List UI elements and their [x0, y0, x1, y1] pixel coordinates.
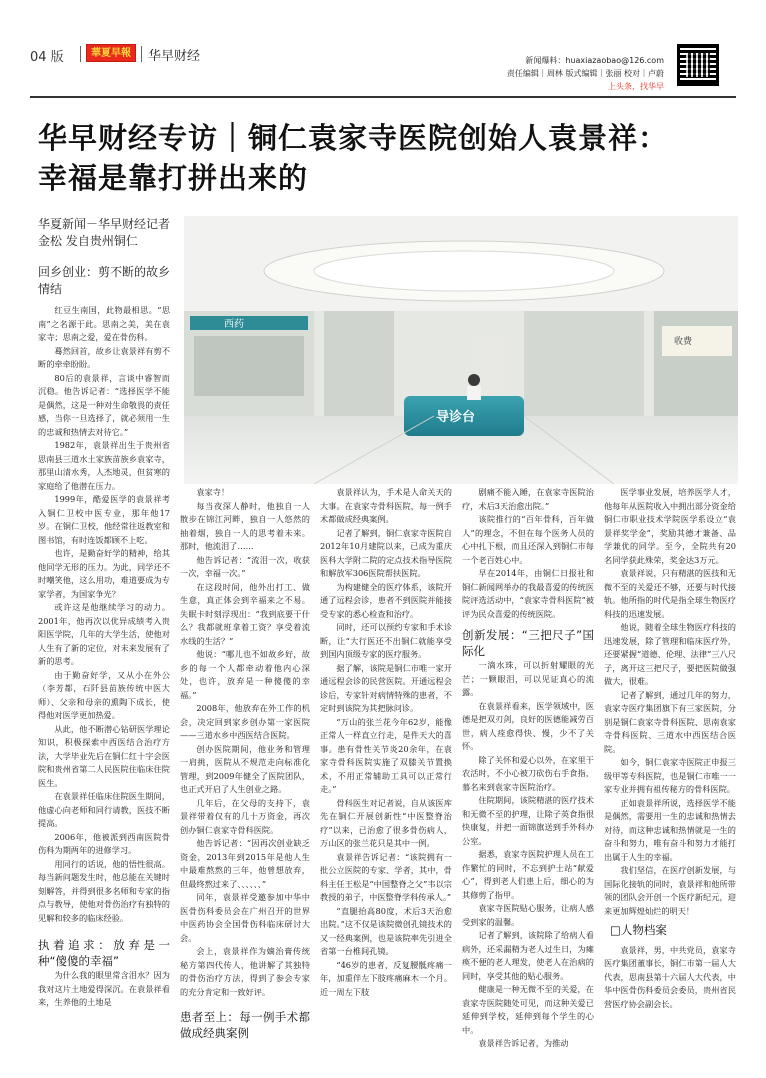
paragraph: 剧痛不能入睡，在袁家寺医院治疗，术后3天治愈出院。”: [462, 487, 594, 511]
column-5-paragraphs: [604, 486, 736, 918]
paragraph: 住院期间，该院精湛的医疗技术和无微不至的护理，让除子英食指很快康复，并把一面锦旗送到手外科办公室。: [462, 795, 594, 846]
hospital-lobby-photo: [184, 216, 738, 484]
profile-title: □人物档案: [610, 923, 667, 937]
paragraph: 除了关怀和爱心以外，在家里干农活时，不小心被刀砍伤右手食指，慕名来到袁家寺医院治疗。: [462, 754, 594, 792]
header-divider: [30, 96, 736, 98]
paragraph: 健康是一种无微不至的关爱，在袁家寺医院随处可见，而这种关爱已延伸到学校，延伸到每个学生的心中。: [462, 984, 594, 1035]
paragraph: 几年后，在父母的支持下，袁景祥带着仅有的几十万资金，再次创办铜仁袁家寺骨科医院。: [180, 797, 310, 835]
paragraph: 同时，还可以预约专家和手术诊断，让“大行医还不出铜仁就能享受到国内顶级专家的医疗服务。: [320, 622, 452, 659]
paragraph: 他告诉记者：“流泪一次，收获一次，幸福一次。”: [180, 554, 310, 578]
column-5: [604, 486, 736, 1076]
paragraph: 袁景祥告诉记者：“该院拥有一批公立医院的专家、学者，其中，骨科主任王松是“中国整脊之父”韦以宗教授的弟子，中医整脊学科传承人。”: [320, 851, 452, 902]
profile-text: 袁景祥，男，中共党员，袁家寺医疗集团董事长，铜仁市第一届人大代表，思南县第十六届人大代表，中华中医骨伤科委员会委员，贵州省民营医疗协会副会长。: [604, 944, 736, 1009]
paragraph: 早在2014年，由铜仁日报社和铜仁新闻网举办的我最喜爱的传统医院评选活动中，“袁家寺骨科医院”被评为民众喜爱的传统医院。: [462, 568, 594, 619]
paragraph: 他说：“哪儿也不如故乡好，故乡的每一个人都牵动着他内心深处，也许，放弃是一种傻傻的幸福。”: [180, 649, 310, 700]
column-1: [38, 304, 170, 1074]
paragraph: “直腿抬高80度，术后3天治愈出院。”这不仅是该院微创孔镜技术的又一经典案例，也是该院率先引进全省第一台椎间孔镜。: [320, 905, 452, 956]
masthead: [0, 0, 766, 98]
paragraph: 他告诉记者：“因再次创业缺乏资金，2013年到2015年是他人生中最难熬熬的三年，他曾想放弃，但最终熬过来了、、、、、、”: [180, 838, 310, 889]
column-2-paragraphs: [180, 486, 310, 999]
paragraph: 创办医院期间，他业务和管理一肩挑，医院从不规范走向标准化管理，到2009年健全了医院团队，也正式开启了人生创业之路。: [180, 743, 310, 794]
paragraph: 2008年，他放弃在外工作的机会，决定回到家乡创办第一家医院——三道水乡中西医结合医院。: [180, 703, 310, 740]
page-number: 04 版: [30, 50, 64, 65]
paragraph: 袁家寺！: [196, 487, 230, 497]
column-1-paragraphs: [38, 304, 170, 925]
paragraph: 据了解，该院是铜仁市唯一家开通远程会诊的民营医院。开通远程会诊后，专家针对病情特殊的患者，不定时到该院为其把脉问诊。: [320, 662, 452, 713]
headline-line2: 幸福是靠打拼出来的: [38, 161, 309, 195]
paragraph: 为什么我的眼里常含泪水？因为我对这片土地爱得深沉。在袁景祥看来，生养他的土地是: [38, 970, 170, 1007]
qr-code-icon: [677, 44, 719, 86]
paragraph: 据悉，袁家寺医院护理人员在工作繁忙的同时，不忘到护士站“献爱心”，得到老人们患上后，细心的为其修剪了指甲。: [462, 849, 594, 900]
subhead-pursuit: 执着追求：放弃是一种“傻傻的幸福”: [38, 938, 170, 968]
paragraph: 我们坚信，在医疗创新发展，与国际化接轨的同时，袁景祥和他所带领的团队会开创一个医疗新纪元，迎来更加辉煌灿烂的明天！: [604, 865, 736, 916]
column-4: [462, 486, 594, 1076]
paragraph: 在袁景祥看来，医学领域中，医德是把双刃剑，良好的医德能减劳百世，病人痊愈得快、慢，少不了关怀。: [462, 700, 594, 751]
paragraph: 记者了解到，该院除了给病人看病外，还采漏精为老人过生日，为瘫痪不便的老人理发，使老人在治病的同时，享受其他的贴心服务。: [462, 930, 594, 981]
paragraph: 医学事业发展，培养医学人才，他每年从医院收入中拥出部分资金给铜仁市职业技术学院医学系设立“袁景祥奖学金”，奖励其德才兼备、品学兼优的同学。至今，全院共有20名同学获此殊荣，奖金达3万元。: [604, 487, 736, 565]
column-4-paragraphs: [462, 486, 594, 621]
paragraph: 用同行的话说，他的悟性很高。每当新问题发生时，他总能在关键时刻解答，并得到很多名师和专家的指点与教导，使他对骨伤治疗有独特的见解和较多的临床经验。: [38, 858, 170, 923]
paragraph: 为构建健全的医疗体系，该院开通了远程会诊，患者不到医院并能接受专家的悉心检查和治疗。: [320, 581, 452, 619]
paragraph: “46岁的患者，反复腰骶疼痛一年，加重伴左下肢疼痛麻木一个月。近一周左下肢: [320, 959, 452, 997]
reception-sign: 导诊台: [436, 410, 476, 425]
paragraph: 也许，是勤奋好学的精神，给其他同学无形的压力。为此，同学还不时嘲笑他，这么用功，难道要成为专家学者，为国家争光？: [38, 548, 170, 599]
slogan-line: 上头条，找华早: [608, 82, 664, 91]
paragraph: 2006年，他被派到西南医院骨伤科为期两年的进修学习。: [38, 831, 170, 855]
paragraph: 80后的袁景祥，言谈中睿智而沉稳。他告诉记者：“选择医学不能是偶然，这是一种对生命敬畏的责任感，当你一旦选择了，就必须用一生的忠诚和热情去对待它。”: [38, 372, 170, 437]
paragraph: 由于勤奋好学，又从小在外公（李芳都，石阡县苗族传统中医大师）、父亲和母亲的熏陶下成长，使得他对医学更加热爱。: [38, 669, 170, 720]
paragraph: 正如袁景祥所说，选择医学不能是偶然，需要用一生的忠诚和热情去对待，而这种忠诚和热情就是一生的奋斗和努力，唯有奋斗和努力才能打出属于人生的幸福。: [604, 797, 736, 862]
paragraph: 记者了解到，铜仁袁家寺医院自2012年10月建院以来，已成为重庆医科大学附二院的定点技术指导医院和解放军306医院帮扶医院。: [320, 527, 452, 578]
subhead-innovation: 创新发展：“三把尺子”国际化: [462, 628, 594, 658]
paragraph: 该院推行的“百年骨科，百年做人”的理念，不但在每个医务人员的心中扎下根，而且还深入到铜仁市每一个老百姓心中。: [462, 514, 594, 565]
paragraph: 在袁景祥任临床住院医生期间，他虚心向老师和同行请教，医技不断提高。: [38, 791, 170, 828]
paragraph: 或许这是他继续学习的动力。2001年，他再次以优异成绩考入贵阳医学院，几年的大学生活，使他对人生有了新的定位，对未来发展有了新的思考。: [38, 602, 170, 666]
paragraph: 袁家寺医院贴心服务，让病人感受到家的温馨。: [462, 903, 594, 927]
column-2: [180, 486, 310, 1076]
headline-line1: 华早财经专访｜铜仁袁家寺医院创始人袁景祥：: [38, 121, 669, 155]
newspaper-logo: 華夏早報: [86, 44, 136, 62]
paragraph: 袁景祥认为，手术是人命关天的大事。在袁家寺骨科医院，每一例手术都做成经典案例。: [320, 487, 452, 524]
editor-line: 责任编辑｜周林 版式编辑｜张丽 校对｜卢蔚: [506, 69, 664, 78]
paragraph: 每当夜深人静时，他独自一人散步在锦江河畔，独自一人悠然的抽着烟，独自一人的思考着未来。那时，他流泪了……: [180, 500, 310, 551]
headline: [38, 118, 738, 198]
pharmacy-sign: 西药: [224, 319, 244, 330]
paragraph: 如今，铜仁袁家寺医院正申报三级甲等专科医院，也是铜仁市唯一一家专业并拥有祖传秘方的骨科医院。: [604, 757, 736, 794]
paragraph: 在这段时间，他外出打工、做生意，真正体会到辛福来之不易。失眠卡时刻浮现出：“我到底要干什么？我都就班拿着工资？享受着流水线的生活？”: [180, 581, 310, 646]
paragraph: 记者了解到，通过几年的努力，袁家寺医疗集团旗下有三家医院，分别是铜仁袁家寺骨科医院、思南袁家寺骨科医院、三道水中西医结合医院。: [604, 689, 736, 754]
paragraph: 同年，袁景祥受邀参加中华中医骨伤科委员会在广州召开的世界中医药协会全国骨伤科临床研讨大会。: [180, 892, 310, 943]
lobby-illustration: [184, 216, 738, 484]
paragraph: 1999年，酷爱医学的袁景祥考入铜仁卫校中医专业，那年他17岁。在铜仁卫校，他经常往返教室和图书馆，有时连饭都顾不上吃。: [38, 494, 170, 545]
subhead-patients-first: 患者至上：每一例手术都做成经典案例: [180, 1010, 310, 1040]
section-name: 华早财经: [148, 49, 201, 64]
byline: 华夏新闻－华早财经记者 金松 发自贵州铜仁: [38, 217, 171, 248]
subhead-homecoming: 回乡创业：剪不断的故乡情结: [38, 265, 171, 296]
column-3-paragraphs: [320, 486, 452, 999]
cashier-sign: 收费: [674, 337, 693, 347]
tip-line: 新闻爆料：huaxiazaobao@126.com: [525, 56, 664, 65]
column-4-paragraphs-2: [462, 659, 594, 1051]
column-1-paragraphs-2: [38, 969, 170, 1010]
paragraph: 红豆生南国，此物最相思。“思南”之名源于此。思南之美，美在袁家寺；思南之爱，爱在骨伤科。: [38, 305, 170, 342]
paragraph: 他说，随着全球生物医疗科技的迅速发展，除了管理和临床医疗外，还要紧握“道德、伦理、法律”三八尺子，离开这三把尺子，要把医院做强做大，很难。: [604, 622, 736, 686]
paragraph: 骨科医生对记者说，自从该医库先在铜仁开展创新性“中医整脊治疗”以来，已治愈了很多骨伤病人，万山区的张兰花只是其中一例。: [320, 797, 452, 848]
paragraph: 1982年，袁景祥出生于贵州省思南县三道水土家族苗族乡袁家寺，那里山清水秀，人杰地灵，但贫寒的家庭给了他潜在压力。: [38, 440, 170, 491]
paragraph: 会上，袁景祥作为嫡治膏传统秘方第四代传人，他讲解了其独特的骨伤治疗方法，得到了参会专家的充分肯定和一致好评。: [180, 946, 310, 997]
paragraph: 蓦然回首，故乡让袁景祥有剪不断的牵牵盼盼。: [38, 345, 170, 369]
paragraph: 从此，他不断潜心钻研医学理论知识，积极探索中西医结合治疗方法，大学毕业先后在铜仁红十字会医院和贵州省第二人民医院住临床住院医生。: [38, 723, 170, 788]
paragraph: 袁景祥告诉记者，为推动: [478, 1038, 569, 1048]
paragraph: 袁景祥说，只有精湛的医技和无微不至的关爱还不够，还要与时代接轨。他所指的时代是指全球生物医疗科技的迅速发展。: [604, 568, 736, 619]
paragraph: “万山的张兰花今年62岁，能像正常人一样直立行走，是件天大的喜事。患有骨性关节炎20余年，在袁家寺骨科医院实施了双膝关节置换术，不用正常辅助工具可以正常行走。”: [320, 716, 452, 794]
column-3: [320, 486, 452, 1076]
paragraph: 一滴水珠，可以折射耀眼的光芒；一颗眼泪，可以见证真心的流露。: [462, 660, 594, 697]
